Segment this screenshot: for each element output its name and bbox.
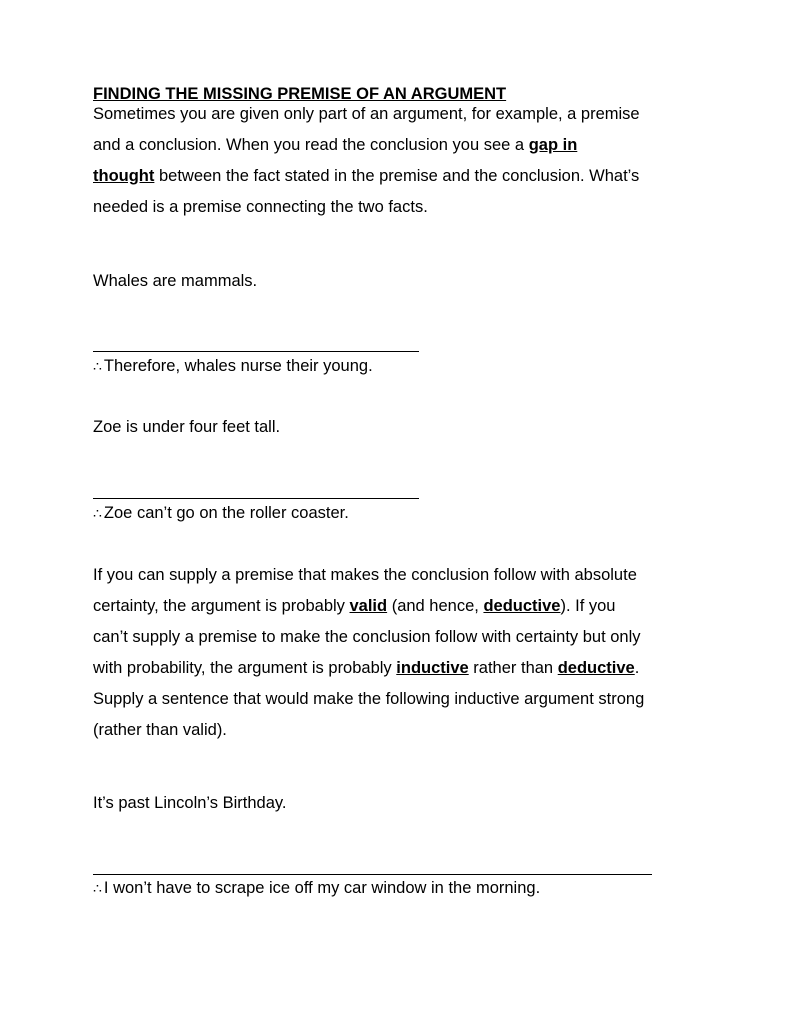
explanation-line-1: If you can supply a premise that makes the conclusion follow with absolute (93, 566, 637, 584)
term-gap-in: gap in (528, 136, 578, 154)
argument-2-premise: Zoe is under four feet tall. (93, 418, 281, 436)
term-deductive: deductive (483, 597, 561, 615)
term-valid: valid (349, 597, 388, 615)
intro-line-3 (93, 161, 640, 192)
term-thought: thought (93, 167, 155, 185)
term-deductive-2: deductive (557, 659, 635, 677)
explanation-line-2-text-a: certainty, the argument is probably (93, 597, 350, 615)
explanation-line-2-text-c: (and hence, (387, 597, 484, 615)
term-inductive: inductive (396, 659, 469, 677)
explanation-line-4-text-a: with probability, the argument is probably (93, 659, 397, 677)
therefore-icon: ∴ (93, 881, 102, 897)
intro-line-2-text: and a conclusion. When you read the conclusion you see a (93, 136, 529, 154)
intro-paragraph (93, 99, 640, 223)
explanation-line-5: Supply a sentence that would make the following inductive argument strong (93, 690, 645, 708)
explanation-paragraph (93, 560, 644, 746)
therefore-icon: ∴ (93, 506, 102, 522)
explanation-line-2-text-e: ). If you (560, 597, 616, 615)
argument-1-conclusion-text: Therefore, whales nurse their young. (103, 357, 373, 375)
explanation-line-2 (93, 591, 644, 622)
explanation-line-4 (93, 653, 644, 684)
argument-3-conclusion (93, 873, 540, 905)
intro-line-2 (93, 130, 640, 161)
document-title: FINDING THE MISSING PREMISE OF AN ARGUMENT (93, 85, 507, 103)
intro-line-3-text: between the fact stated in the premise and the conclusion. What’s (154, 167, 640, 185)
argument-2-conclusion (93, 498, 349, 530)
explanation-line-4-text-e: . (634, 659, 640, 677)
argument-1-conclusion (93, 351, 373, 383)
argument-2-conclusion-text: Zoe can’t go on the roller coaster. (103, 504, 349, 522)
intro-line-4: needed is a premise connecting the two facts. (93, 198, 428, 216)
explanation-line-3: can’t supply a premise to make the conclusion follow with certainty but only (93, 628, 641, 646)
argument-3-conclusion-text: I won’t have to scrape ice off my car window in the morning. (103, 879, 541, 897)
argument-1-premise: Whales are mammals. (93, 272, 258, 290)
explanation-line-6: (rather than valid). (93, 721, 227, 739)
intro-line-1: Sometimes you are given only part of an argument, for example, a premise (93, 105, 640, 123)
therefore-icon: ∴ (93, 359, 102, 375)
explanation-line-4-text-c: rather than (468, 659, 558, 677)
argument-3-premise: It’s past Lincoln’s Birthday. (93, 794, 287, 812)
